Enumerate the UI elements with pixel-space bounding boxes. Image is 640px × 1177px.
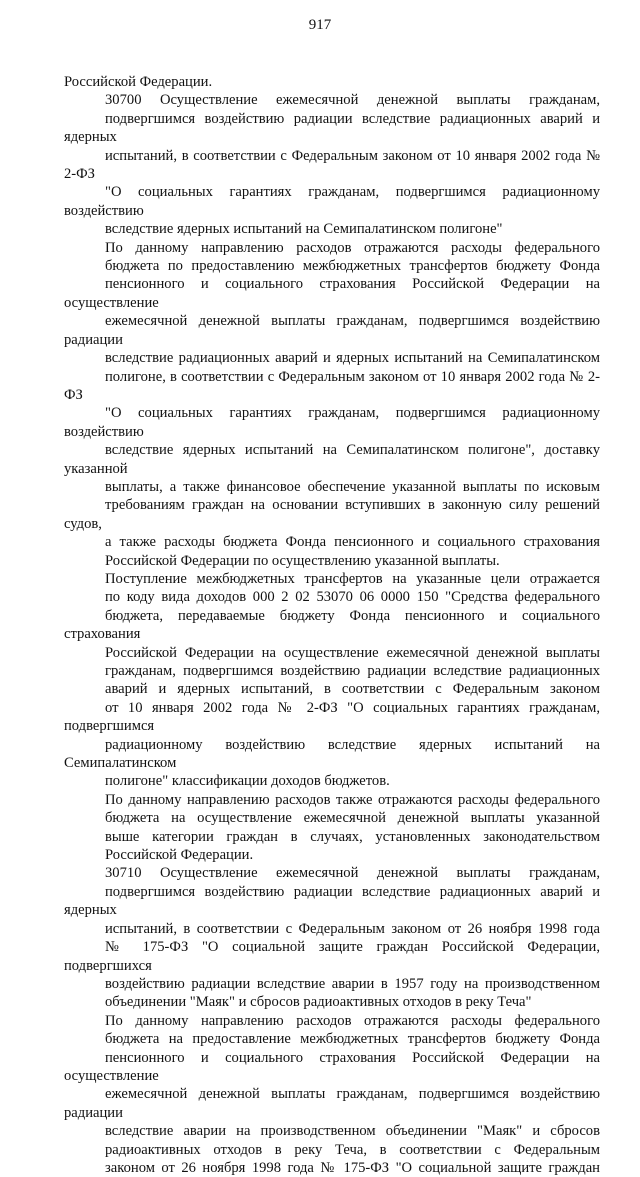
text-line: пенсионного и социального страхования Российской Федерации на осуществление bbox=[64, 276, 600, 311]
text-line: от 10 января 2002 года № 2-ФЗ "О социальных гарантиях гражданам, подвергшимся bbox=[64, 699, 600, 735]
text-line: пенсионного и социального страхования Российской Федерации на осуществление bbox=[64, 1049, 600, 1084]
text-line: ежемесячной денежной выплаты гражданам, подвергшимся воздействию радиации bbox=[64, 313, 600, 348]
text-line: Российской Федерации на осуществление ежемесячной денежной выплаты bbox=[105, 644, 600, 661]
text-line: по коду вида доходов 000 2 02 53070 06 0000 150 "Средства федерального bbox=[105, 589, 600, 606]
text-line: испытаний, в соответствии с Федеральным законом от 26 ноября 1998 года bbox=[105, 920, 600, 937]
text-line: Российской Федерации. bbox=[64, 74, 213, 90]
paragraph-continuation bbox=[64, 73, 600, 91]
text-line: выплаты, а также финансовое обеспечение указанной выплаты по исковым bbox=[105, 478, 600, 495]
paragraph-code-30700 bbox=[64, 91, 600, 238]
text-line: гражданам, подвергшимся воздействию радиации вследствие радиационных bbox=[105, 663, 600, 679]
page-number: 917 bbox=[308, 17, 332, 33]
text-line: По данному направлению расходов отражаются расходы федерального bbox=[105, 1012, 600, 1029]
text-line: испытаний, в соответствии с Федеральным законом от 10 января 2002 года № 2-ФЗ bbox=[64, 147, 600, 183]
text-line: подвергшимся воздействию радиации вследствие радиационных аварий и ядерных bbox=[64, 110, 600, 146]
paragraph-additional-expenses bbox=[64, 791, 600, 865]
text-line: По данному направлению расходов отражаются расходы федерального bbox=[105, 239, 600, 256]
text-line: радиационному воздействию вследствие ядерных испытаний на Семипалатинском bbox=[64, 736, 600, 772]
text-line: выше категории граждан в случаях, установленных законодательством bbox=[105, 828, 600, 845]
text-line: "О социальных гарантиях гражданам, подвергшимся радиационному воздействию bbox=[64, 184, 600, 219]
text-line: требованиям граждан на основании вступивших в законную силу решений судов, bbox=[64, 497, 600, 532]
text-line: бюджета на осуществление ежемесячной денежной выплаты указанной bbox=[105, 810, 600, 827]
text-line: вследствие радиационных аварий и ядерных испытаний на Семипалатинском bbox=[105, 350, 600, 367]
text-line: бюджета по предоставлению межбюджетных трансфертов бюджету Фонда bbox=[105, 258, 600, 275]
text-line: полигоне, в соответствии с Федеральным законом от 10 января 2002 года № 2-ФЗ bbox=[64, 368, 600, 403]
text-line: Российской Федерации. bbox=[105, 847, 254, 864]
text-line: № 175-ФЗ "О социальной защите граждан Российской Федерации, подвергшихся bbox=[64, 939, 600, 974]
paragraph-code-30710 bbox=[64, 864, 600, 1011]
paragraph-income-code bbox=[64, 570, 600, 791]
text-line: Поступление межбюджетных трансфертов на указанные цели отражается bbox=[105, 570, 600, 587]
paragraph-expenses-30710 bbox=[64, 1012, 600, 1177]
text-line: 30710 Осуществление ежемесячной денежной выплаты гражданам, bbox=[105, 865, 600, 882]
paragraph-expenses-30700 bbox=[64, 239, 600, 570]
text-line: вследствие аварии на производственном объединении "Маяк" и сбросов bbox=[105, 1123, 600, 1140]
text-line: подвергшимся воздействию радиации вследствие радиационных аварий и ядерных bbox=[64, 883, 600, 919]
text-line: Российской Федерации по осуществлению указанной выплаты. bbox=[105, 552, 500, 569]
text-line: вследствие ядерных испытаний на Семипалатинском полигоне" bbox=[105, 221, 503, 238]
text-line: объединении "Маяк" и сбросов радиоактивных отходов в реку Теча" bbox=[105, 994, 532, 1011]
text-line: законом от 26 ноября 1998 года № 175-ФЗ "О социальной защите граждан bbox=[105, 1159, 600, 1176]
text-line: "О социальных гарантиях гражданам, подвергшимся радиационному воздействию bbox=[64, 405, 600, 440]
text-line: а также расходы бюджета Фонда пенсионного и социального страхования bbox=[105, 534, 600, 551]
text-line: аварий и ядерных испытаний, в соответствии с Федеральным законом bbox=[105, 681, 600, 698]
text-line: воздействию радиации вследствие аварии в 1957 году на производственном bbox=[105, 975, 600, 992]
text-line: бюджета, передаваемые бюджету Фонда пенсионного и социального страхования bbox=[64, 607, 600, 643]
text-line: ежемесячной денежной выплаты гражданам, подвергшимся воздействию радиации bbox=[64, 1086, 600, 1121]
document-body bbox=[64, 73, 600, 1177]
text-line: полигоне" классификации доходов бюджетов. bbox=[105, 773, 390, 790]
text-line: По данному направлению расходов также отражаются расходы федерального bbox=[105, 791, 600, 808]
text-line: 30700 Осуществление ежемесячной денежной выплаты гражданам, bbox=[105, 92, 600, 109]
text-line: вследствие ядерных испытаний на Семипалатинском полигоне", доставку указанной bbox=[64, 442, 600, 477]
text-line: радиоактивных отходов в реку Теча, в соответствии с Федеральным bbox=[105, 1141, 600, 1158]
text-line: бюджета на предоставление межбюджетных трансфертов бюджету Фонда bbox=[105, 1031, 600, 1048]
